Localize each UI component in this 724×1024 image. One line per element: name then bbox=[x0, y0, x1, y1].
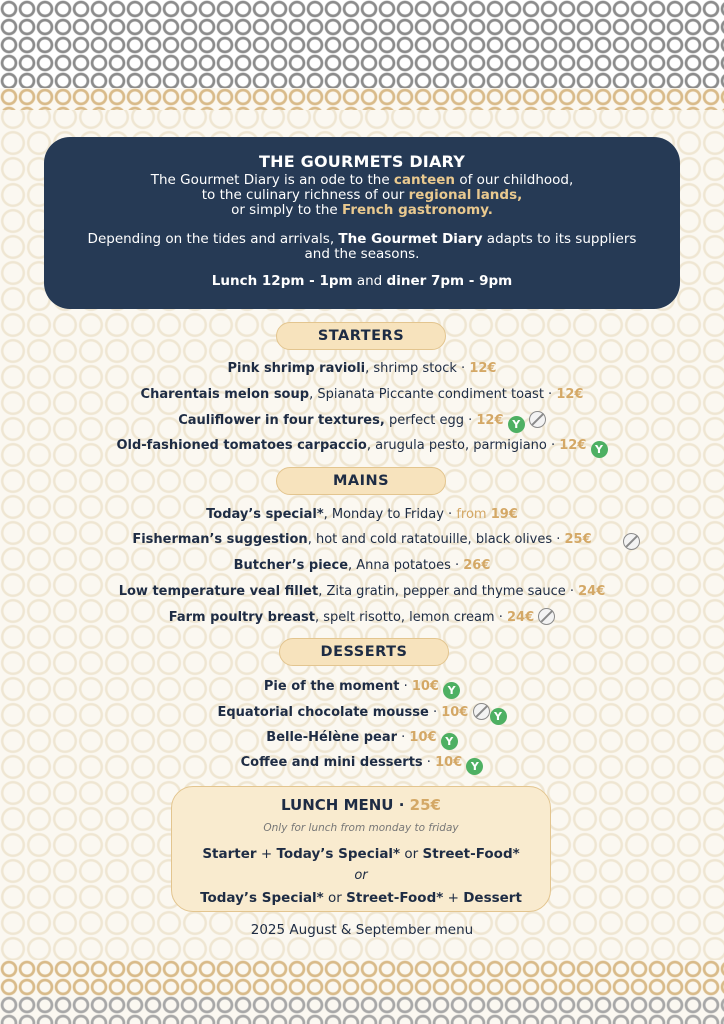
menu-item: Belle-Hélène pear · 10€ Y bbox=[0, 729, 724, 750]
vegetarian-icon: Y bbox=[441, 733, 458, 750]
menu-item: Low temperature veal fillet, Zita gratin, pepper and thyme sauce · 24€ bbox=[118, 584, 606, 599]
menu-item: Today’s special*, Monday to Friday · from 19€ bbox=[206, 507, 518, 522]
lunch-menu-box bbox=[171, 786, 551, 912]
intro-line-4: Depending on the tides and arrivals, The Gourmet Diary adapts to its suppliers bbox=[87, 231, 637, 247]
intro-line-2: to the culinary richness of our regional lands, bbox=[201, 187, 523, 203]
lunch-option-2: Today’s Special* or Street-Food* + Dessert bbox=[200, 890, 522, 906]
intro-line-3: or simply to the French gastronomy. bbox=[231, 202, 493, 218]
gluten-free-icon bbox=[623, 533, 640, 550]
menu-item: Charentais melon soup, Spianata Piccante condiment toast · 12€ bbox=[140, 387, 584, 402]
menu-item: Coffee and mini desserts · 10€ Y bbox=[0, 754, 724, 775]
lunch-menu-title: LUNCH MENU · 25€ bbox=[281, 796, 441, 814]
vegetarian-icon: Y bbox=[490, 708, 507, 725]
menu-item: Pie of the moment · 10€ Y bbox=[0, 678, 724, 699]
top-pattern-grey bbox=[0, 0, 724, 88]
opening-hours: Lunch 12pm - 1pm and diner 7pm - 9pm bbox=[211, 273, 513, 289]
menu-item: Fisherman’s suggestion, hot and cold ratatouille, black olives · 25€ bbox=[132, 532, 592, 547]
lunch-menu-note: Only for lunch from monday to friday bbox=[263, 822, 459, 834]
section-header-starters: STARTERS bbox=[276, 322, 446, 350]
section-header-desserts: DESSERTS bbox=[279, 638, 449, 666]
section-header-mains: MAINS bbox=[276, 467, 446, 495]
intro-line-1: The Gourmet Diary is an ode to the canteen of our childhood, bbox=[150, 172, 574, 188]
menu-item: Cauliflower in four textures, perfect egg · 12€ Y bbox=[0, 411, 724, 433]
gluten-free-icon bbox=[529, 411, 546, 428]
intro-line-5: and the seasons. bbox=[304, 246, 420, 262]
intro-title: THE GOURMETS DIARY bbox=[259, 152, 465, 171]
intro-box bbox=[44, 137, 680, 309]
bottom-pattern-grey bbox=[0, 996, 724, 1024]
menu-item: Pink shrimp ravioli, shrimp stock · 12€ bbox=[227, 361, 497, 376]
menu-item: Old-fashioned tomatoes carpaccio, arugula pesto, parmigiano · 12€ Y bbox=[0, 437, 724, 458]
vegetarian-icon: Y bbox=[508, 416, 525, 433]
lunch-or-separator: or bbox=[354, 868, 368, 883]
menu-date: 2025 August & September menu bbox=[250, 922, 474, 938]
gluten-free-icon bbox=[538, 608, 555, 625]
vegetarian-icon: Y bbox=[591, 441, 608, 458]
vegetarian-icon: Y bbox=[466, 758, 483, 775]
menu-item: Butcher’s piece, Anna potatoes · 26€ bbox=[233, 558, 491, 573]
menu-item: Farm poultry breast, spelt risotto, lemon cream · 24€ bbox=[0, 608, 724, 627]
gluten-free-icon bbox=[473, 703, 490, 720]
top-pattern-gold bbox=[0, 88, 724, 110]
menu-item: Equatorial chocolate mousse · 10€ Y bbox=[0, 703, 724, 725]
vegetarian-icon: Y bbox=[443, 682, 460, 699]
lunch-option-1: Starter + Today’s Special* or Street-Food* bbox=[202, 846, 520, 862]
